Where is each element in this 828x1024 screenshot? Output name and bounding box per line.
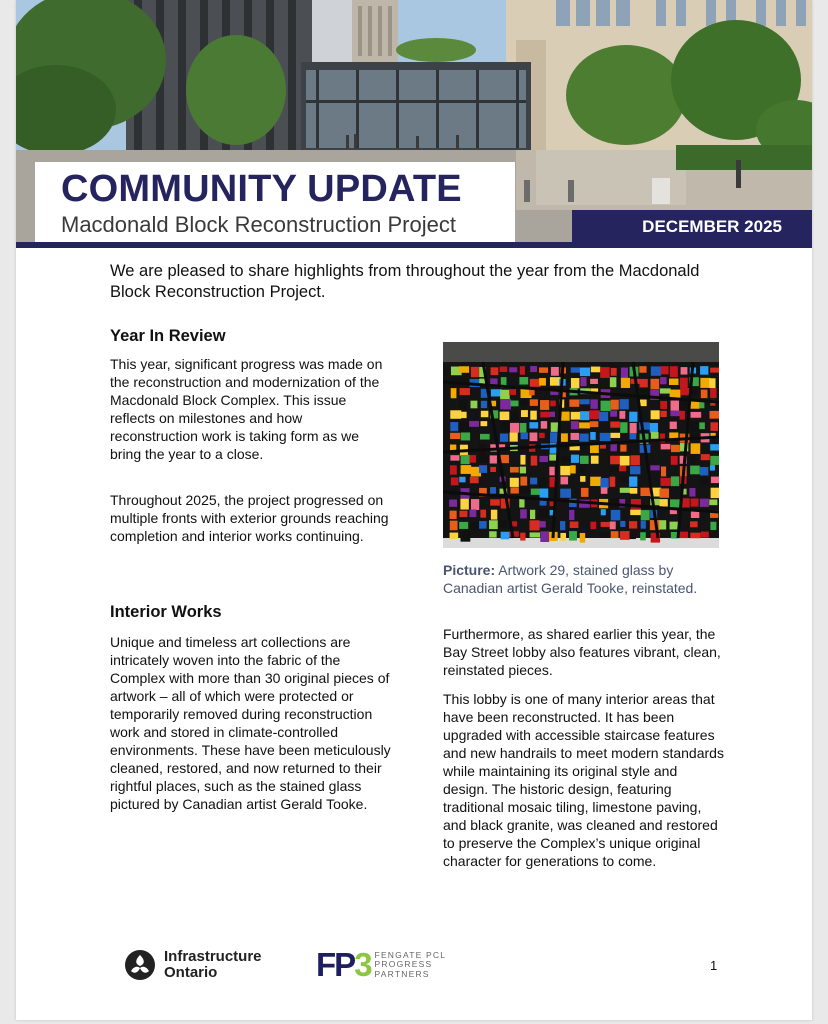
glass-pane <box>500 434 508 442</box>
glass-pane <box>589 410 600 419</box>
glass-pane <box>650 423 658 433</box>
glass-pane <box>610 521 616 529</box>
glass-pane <box>661 466 666 476</box>
glass-pane <box>709 378 715 388</box>
glass-pane <box>680 378 688 388</box>
glass-pane <box>650 379 659 390</box>
fp3-line-3: PARTNERS <box>374 968 430 979</box>
page-subtitle: Macdonald Block Reconstruction Project <box>61 212 456 237</box>
glass-pane <box>611 368 617 376</box>
glass-pane <box>529 422 538 428</box>
glass-pane <box>571 421 579 429</box>
glass-pane <box>591 367 601 373</box>
glass-pane <box>560 466 570 475</box>
page-number: 1 <box>710 958 718 973</box>
glass-pane <box>519 377 528 384</box>
glass-pane <box>530 411 536 420</box>
glass-pane <box>710 388 716 398</box>
glass-pane <box>580 476 585 482</box>
glass-pane <box>549 467 554 476</box>
glass-pane <box>590 399 597 408</box>
glass-pane <box>521 410 528 417</box>
fp3-line-2: PROGRESS <box>374 959 433 970</box>
glass-pane <box>471 367 479 377</box>
glass-pane <box>539 378 546 386</box>
glass-pane <box>469 510 476 518</box>
glass-pane <box>620 445 626 452</box>
caption-text: Artwork 29, stained glass by Canadian artist Gerald Tooke, reinstated. <box>443 562 698 596</box>
year-in-review-paragraph-1: This year, significant progress was made on the reconstruction and modernization of the Macdonald Block Complex. This issue reflects on milestones and how reconstruction work is taking form as we bring the year to a close. <box>110 356 383 462</box>
glass-pane <box>521 433 528 440</box>
glass-pane <box>609 466 618 472</box>
glass-pane <box>541 421 547 429</box>
interior-works-paragraph: Unique and timeless art collections are intricately woven into the fabric of the Complex with more than 30 original pieces of artwork – all of which were protected or temporarily removed during reconstruction work and stored in climate-controlled environments. These have been meticulously cleaned, restored, and now returned to their rightful places, such as the stained glass pictured by Canadian artist Gerald Tooke. <box>110 634 391 812</box>
fp3-line-1: FENGATE PCL <box>374 949 447 960</box>
right-column-paragraph-2: This lobby is one of many interior areas that have been reconstructed. It has been upgraded with accessible staircase features and new handrails to meet modern standards while maintaining its original style and design. The historic design, featuring traditional mosaic tiling, limestone paving, and black granite, was cleaned and restored to preserve the Complex’s unique original character for generations to come. <box>443 691 724 869</box>
glass-pane <box>590 522 596 529</box>
glass-pane <box>539 367 548 372</box>
glass-pane <box>579 434 588 442</box>
hero-photo <box>16 0 812 248</box>
glass-pane <box>659 488 669 497</box>
glass-pane <box>640 379 648 387</box>
glass-pane <box>661 444 671 450</box>
glass-pane <box>640 532 646 540</box>
glass-pane <box>701 390 708 399</box>
glass-pane <box>620 488 631 493</box>
glass-pane <box>599 532 609 537</box>
glass-pane <box>700 478 709 485</box>
glass-pane <box>480 434 490 440</box>
glass-pane <box>501 532 510 540</box>
glass-pane <box>539 521 545 527</box>
io-logo-line-1: Infrastructure <box>164 948 262 965</box>
infrastructure-ontario-logo <box>124 947 262 983</box>
glass-pane <box>671 445 680 452</box>
heading-year-in-review: Year In Review <box>110 327 226 345</box>
glass-pane <box>679 401 688 411</box>
glass-pane <box>510 467 519 473</box>
glass-pane <box>660 401 667 409</box>
glass-pane <box>710 522 716 530</box>
glass-pane <box>580 465 585 472</box>
glass-pane <box>571 433 579 440</box>
glass-pane <box>601 401 611 411</box>
glass-pane <box>461 455 470 464</box>
intro-paragraph: We are pleased to share highlights from throughout the year from the Macdonald Block Reconstruction Project. <box>110 262 700 301</box>
glass-pane <box>600 367 609 378</box>
glass-pane <box>529 389 535 395</box>
glass-pane <box>500 412 510 420</box>
glass-pane <box>560 489 571 498</box>
glass-pane <box>579 422 590 428</box>
glass-pane <box>611 531 619 538</box>
glass-pane <box>510 411 519 420</box>
glass-pane <box>549 454 556 460</box>
glass-pane <box>509 389 516 395</box>
header-divider <box>16 242 812 248</box>
glass-pane <box>660 478 670 486</box>
right-column-paragraph-1: Furthermore, as shared earlier this year, the Bay Street lobby also features vibrant, clean, reinstated pieces. <box>443 626 721 678</box>
glass-pane <box>600 433 611 441</box>
glass-pane <box>510 487 518 493</box>
glass-pane <box>641 521 646 529</box>
glass-pane <box>690 466 700 475</box>
glass-pane <box>461 432 470 440</box>
glass-pane <box>690 533 700 539</box>
glass-pane <box>629 521 637 528</box>
glass-pane <box>630 466 640 474</box>
glass-pane <box>710 368 719 373</box>
glass-pane <box>629 412 637 422</box>
glass-pane <box>639 366 646 373</box>
glass-pane <box>540 509 548 518</box>
glass-pane <box>691 412 702 418</box>
glass-pane <box>471 522 479 530</box>
glass-pane <box>510 478 519 487</box>
glass-pane <box>571 412 580 420</box>
glass-pane <box>710 444 719 450</box>
glass-pane <box>450 521 458 531</box>
glass-pane <box>670 422 677 429</box>
glass-pane <box>540 412 549 418</box>
glass-pane <box>699 422 705 429</box>
glass-pane <box>449 500 457 507</box>
glass-pane <box>580 377 586 386</box>
photo-caption <box>443 561 723 597</box>
glass-pane <box>569 399 579 406</box>
glass-pane <box>630 488 637 494</box>
glass-pane <box>659 520 666 529</box>
glass-pane <box>570 521 579 527</box>
glass-pane <box>601 487 608 493</box>
glass-pane <box>600 478 608 488</box>
glass-pane <box>670 411 681 416</box>
glass-pane <box>459 400 466 411</box>
glass-pane <box>630 510 641 516</box>
glass-pane <box>469 421 479 427</box>
glass-pane <box>561 477 569 485</box>
glass-pane <box>651 410 660 419</box>
glass-pane <box>520 366 525 375</box>
glass-pane <box>610 377 617 387</box>
glass-pane <box>621 378 630 388</box>
glass-pane <box>691 498 699 506</box>
glass-pane <box>710 456 719 465</box>
glass-pane <box>660 411 667 417</box>
fp3-mark: FP3 <box>316 946 371 983</box>
glass-pane <box>529 520 539 530</box>
glass-pane <box>700 467 708 475</box>
glass-pane <box>610 443 617 451</box>
glass-pane <box>530 510 535 519</box>
title-box <box>35 162 515 242</box>
glass-pane <box>570 465 575 473</box>
glass-pane <box>510 433 518 442</box>
stained-glass-photo <box>443 342 719 548</box>
glass-pane <box>670 366 678 377</box>
glass-pane <box>629 476 637 486</box>
glass-pane <box>671 476 679 486</box>
glass-pane <box>450 422 458 431</box>
glass-pane <box>461 465 472 474</box>
glass-pane <box>659 499 667 506</box>
glass-pane <box>669 378 678 384</box>
glass-pane <box>619 411 625 419</box>
glass-pane <box>540 531 549 542</box>
glass-pane <box>500 399 511 409</box>
glass-pane <box>519 499 524 508</box>
glass-pane <box>681 367 688 374</box>
glass-pane <box>580 368 590 377</box>
glass-pane <box>580 411 589 420</box>
glass-pane <box>520 423 526 433</box>
glass-pane <box>480 454 489 463</box>
glass-pane <box>599 412 608 421</box>
glass-pane <box>580 456 589 464</box>
glass-pane <box>650 465 659 470</box>
glass-pane <box>519 488 530 494</box>
glass-pane <box>651 432 659 439</box>
glass-pane <box>491 389 502 396</box>
glass-pane <box>490 487 496 494</box>
glass-pane <box>470 401 477 409</box>
glass-pane <box>571 378 579 388</box>
year-in-review-paragraph-2: Throughout 2025, the project progressed on multiple fronts with exterior grounds reaching completion and interior works continuing. <box>110 492 389 544</box>
glass-pane <box>701 532 709 538</box>
glass-pane <box>459 477 465 483</box>
glass-pane <box>539 433 545 438</box>
glass-pane <box>661 366 669 374</box>
glass-pane <box>530 379 541 387</box>
glass-pane <box>581 488 589 497</box>
glass-pane <box>459 522 468 529</box>
glass-pane <box>660 377 666 384</box>
glass-pane <box>450 533 459 539</box>
glass-pane <box>450 410 461 418</box>
glass-pane <box>629 533 635 540</box>
glass-pane <box>500 455 508 463</box>
glass-pane <box>620 456 630 466</box>
glass-pane <box>710 422 718 431</box>
glass-pane <box>671 456 678 465</box>
glass-pane <box>471 499 479 510</box>
glass-pane <box>679 532 688 538</box>
glass-pane <box>520 509 527 518</box>
glass-pane <box>629 433 636 439</box>
caption-label: Picture: <box>443 562 496 578</box>
glass-pane <box>500 390 510 400</box>
glass-pane <box>500 367 508 372</box>
glass-pane <box>680 411 685 420</box>
glass-pane <box>530 399 538 406</box>
glass-pane <box>450 511 457 519</box>
glass-pane <box>490 455 497 463</box>
fp3-logo <box>316 948 446 982</box>
glass-pane <box>610 422 620 428</box>
glass-pane <box>460 412 467 418</box>
glass-pane <box>610 410 617 416</box>
glass-pane <box>591 456 599 464</box>
glass-pane <box>460 388 470 395</box>
glass-pane <box>580 399 590 404</box>
glass-pane <box>540 478 546 488</box>
glass-pane <box>481 411 489 417</box>
glass-pane <box>550 401 555 407</box>
glass-pane <box>520 477 527 486</box>
glass-pane <box>569 531 577 541</box>
glass-pane <box>601 522 610 527</box>
glass-pane <box>490 467 496 472</box>
glass-pane <box>451 477 459 485</box>
glass-pane <box>611 433 621 438</box>
glass-pane <box>590 421 599 427</box>
glass-pane <box>701 454 710 460</box>
glass-pane <box>710 411 719 419</box>
io-logo-line-2: Ontario <box>164 964 218 981</box>
glass-pane <box>489 520 498 529</box>
glass-pane <box>530 478 537 485</box>
glass-pane <box>561 456 571 462</box>
glass-pane <box>560 521 565 530</box>
glass-pane <box>511 401 519 407</box>
glass-pane <box>520 455 525 465</box>
glass-pane <box>690 521 698 527</box>
glass-pane <box>619 399 628 409</box>
glass-pane <box>490 367 498 375</box>
glass-pane <box>460 499 468 510</box>
glass-pane <box>620 531 630 540</box>
issue-date: DECEMBER 2025 <box>642 217 782 236</box>
trillium-icon <box>124 949 156 981</box>
glass-pane <box>490 499 500 505</box>
glass-pane <box>481 421 488 426</box>
glass-pane <box>660 388 671 393</box>
glass-pane <box>640 400 647 407</box>
document-page <box>16 0 812 1020</box>
glass-pane <box>459 511 467 517</box>
glass-pane <box>520 533 525 541</box>
glass-pane <box>691 454 696 464</box>
glass-pane <box>561 433 568 442</box>
glass-pane <box>550 412 555 417</box>
glass-pane <box>571 455 579 463</box>
glass-pane <box>620 422 627 433</box>
glass-pane <box>700 499 709 507</box>
date-band <box>572 210 812 242</box>
glass-pane <box>569 510 574 520</box>
glass-pane <box>641 510 650 520</box>
glass-pane <box>710 465 715 471</box>
glass-pane <box>450 455 459 461</box>
glass-pane <box>481 401 487 408</box>
glass-pane <box>469 455 476 463</box>
glass-pane <box>711 488 719 498</box>
page-title: COMMUNITY UPDATE <box>61 168 462 210</box>
glass-pane <box>510 423 519 433</box>
heading-interior-works: Interior Works <box>110 603 222 621</box>
stained-glass-artwork <box>443 342 719 548</box>
glass-pane <box>560 533 566 541</box>
glass-pane <box>690 421 698 432</box>
glass-pane <box>521 400 527 406</box>
glass-pane <box>571 367 580 372</box>
glass-pane <box>611 400 619 410</box>
glass-pane <box>459 366 469 373</box>
glass-pane <box>620 521 625 527</box>
glass-pane <box>540 400 549 410</box>
glass-pane <box>590 477 601 486</box>
glass-pane <box>509 367 517 372</box>
glass-pane <box>531 456 537 466</box>
glass-pane <box>530 433 538 442</box>
glass-pane <box>460 531 470 541</box>
glass-pane <box>479 521 487 529</box>
glass-pane <box>499 520 507 527</box>
glass-pane <box>551 367 559 376</box>
glass-pane <box>501 421 511 431</box>
glass-pane <box>709 499 717 505</box>
glass-pane <box>700 378 710 388</box>
glass-pane <box>610 477 616 487</box>
glass-pane <box>689 488 695 497</box>
glass-pane <box>489 531 497 537</box>
glass-pane <box>630 423 637 433</box>
glass-pane <box>590 379 598 384</box>
glass-pane <box>551 422 558 431</box>
glass-pane <box>671 401 680 411</box>
glass-pane <box>531 489 541 495</box>
glass-pane <box>601 509 606 515</box>
glass-pane <box>561 412 570 421</box>
glass-pane <box>691 443 701 454</box>
glass-pane <box>590 432 595 440</box>
glass-pane <box>520 467 526 474</box>
glass-pane <box>621 368 628 379</box>
glass-pane <box>611 510 621 520</box>
glass-pane <box>480 510 486 518</box>
glass-pane <box>450 465 457 474</box>
glass-pane <box>610 456 620 464</box>
glass-pane <box>479 465 487 473</box>
glass-pane <box>700 366 708 375</box>
glass-pane <box>619 466 626 472</box>
glass-pane <box>550 477 555 487</box>
glass-pane <box>530 532 540 537</box>
glass-pane <box>451 388 457 398</box>
glass-pane <box>651 366 661 375</box>
glass-pane <box>580 533 585 543</box>
glass-pane <box>450 433 460 439</box>
glass-pane <box>491 510 497 520</box>
glass-pane <box>539 456 547 462</box>
glass-pane <box>630 455 639 465</box>
glass-pane <box>530 366 537 372</box>
glass-pane <box>540 488 549 497</box>
glass-pane <box>470 477 479 483</box>
glass-pane <box>711 477 719 483</box>
